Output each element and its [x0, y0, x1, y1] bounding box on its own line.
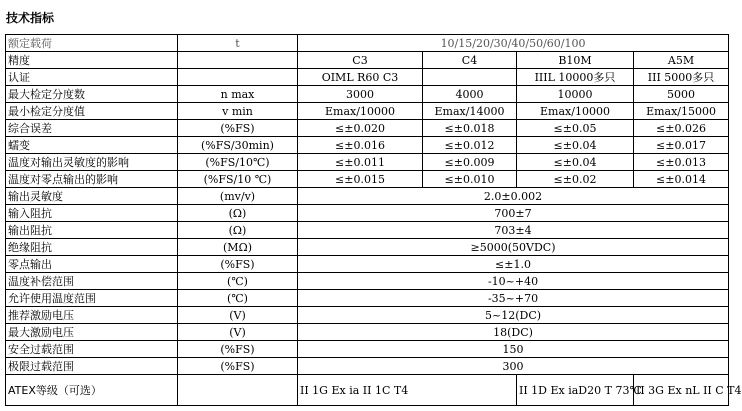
table-row	[6, 69, 729, 86]
row-value: ≤±0.017	[634, 137, 729, 154]
row-value: 2.0±0.002	[298, 188, 729, 205]
row-value: Emax/10000	[517, 103, 634, 120]
row-label: 蠕变	[6, 137, 178, 154]
row-value: II 3G Ex nL II C T4	[634, 375, 729, 406]
row-value: A5M	[634, 52, 729, 69]
row-value: ≤±0.014	[634, 171, 729, 188]
table-row	[6, 358, 729, 375]
row-value: II 1G Ex ia II 1C T4	[298, 375, 517, 406]
row-value: III 5000多只	[634, 69, 729, 86]
row-value: II 1D Ex iaD20 T 73℃	[517, 375, 634, 406]
row-value: ≤±0.016	[298, 137, 423, 154]
row-label: 零点输出	[6, 256, 178, 273]
table-row	[6, 120, 729, 137]
table-row	[6, 205, 729, 222]
row-value: 10/15/20/30/40/50/60/100	[298, 35, 729, 52]
row-label: 极限过载范围	[6, 358, 178, 375]
row-unit: (%FS)	[178, 341, 298, 358]
row-label: 输入阻抗	[6, 205, 178, 222]
row-label: 温度对零点输出的影响	[6, 171, 178, 188]
row-value: 4000	[423, 86, 517, 103]
row-unit: (V)	[178, 324, 298, 341]
table-row	[6, 35, 729, 52]
row-unit	[178, 52, 298, 69]
table-row	[6, 307, 729, 324]
row-label: 绝缘阻抗	[6, 239, 178, 256]
row-value: ≤±0.013	[634, 154, 729, 171]
row-value: -10~+40	[298, 273, 729, 290]
row-value: 5~12(DC)	[298, 307, 729, 324]
row-unit: (V)	[178, 307, 298, 324]
row-value: ≤±0.012	[423, 137, 517, 154]
row-value: IIIL 10000多只	[517, 69, 634, 86]
row-unit: (Ω)	[178, 205, 298, 222]
row-unit: (MΩ)	[178, 239, 298, 256]
table-row	[6, 188, 729, 205]
row-unit: t	[178, 35, 298, 52]
row-value: 300	[298, 358, 729, 375]
table-row	[6, 290, 729, 307]
table-row	[6, 171, 729, 188]
row-label: 精度	[6, 52, 178, 69]
row-value: ≤±0.02	[517, 171, 634, 188]
row-value: OIML R60 C3	[298, 69, 423, 86]
row-value: ≤±0.018	[423, 120, 517, 137]
row-value: 703±4	[298, 222, 729, 239]
table-row	[6, 375, 729, 406]
row-value: 10000	[517, 86, 634, 103]
table-row	[6, 273, 729, 290]
row-unit	[178, 69, 298, 86]
row-value: 150	[298, 341, 729, 358]
row-value: 3000	[298, 86, 423, 103]
row-value: ≤±0.05	[517, 120, 634, 137]
row-value: ≤±0.010	[423, 171, 517, 188]
row-unit: (%FS)	[178, 358, 298, 375]
row-value: ≤±0.009	[423, 154, 517, 171]
row-value: ≤±0.04	[517, 137, 634, 154]
row-value: 5000	[634, 86, 729, 103]
row-unit: v min	[178, 103, 298, 120]
row-value: ≤±0.015	[298, 171, 423, 188]
row-unit: (mv/v)	[178, 188, 298, 205]
table-row	[6, 222, 729, 239]
row-label: 温度补偿范围	[6, 273, 178, 290]
row-label: 额定载荷	[6, 35, 178, 52]
row-label: 安全过载范围	[6, 341, 178, 358]
row-value: ≤±1.0	[298, 256, 729, 273]
row-value: ≤±0.011	[298, 154, 423, 171]
row-label: 温度对输出灵敏度的影响	[6, 154, 178, 171]
table-row	[6, 137, 729, 154]
row-label: 最小检定分度值	[6, 103, 178, 120]
row-value: C3	[298, 52, 423, 69]
row-unit: (%FS)	[178, 120, 298, 137]
row-value: ≥5000(50VDC)	[298, 239, 729, 256]
row-unit: (Ω)	[178, 222, 298, 239]
row-value: Emax/15000	[634, 103, 729, 120]
row-value: ≤±0.026	[634, 120, 729, 137]
row-value: 700±7	[298, 205, 729, 222]
row-value: 18(DC)	[298, 324, 729, 341]
row-unit: n max	[178, 86, 298, 103]
row-unit: (%FS/10℃)	[178, 154, 298, 171]
row-unit: (%FS)	[178, 256, 298, 273]
row-value: C4	[423, 52, 517, 69]
table-row	[6, 154, 729, 171]
row-label: 推荐激励电压	[6, 307, 178, 324]
row-label: 综合误差	[6, 120, 178, 137]
row-value: ≤±0.04	[517, 154, 634, 171]
table-row	[6, 52, 729, 69]
row-value: Emax/14000	[423, 103, 517, 120]
row-unit: (℃)	[178, 273, 298, 290]
row-label: 输出阻抗	[6, 222, 178, 239]
page-title: 技术指标	[6, 11, 55, 25]
spec-table	[5, 34, 742, 406]
row-unit: (℃)	[178, 290, 298, 307]
table-row	[6, 256, 729, 273]
row-value	[423, 69, 517, 86]
table-row	[6, 341, 729, 358]
row-label: 输出灵敏度	[6, 188, 178, 205]
row-label: 认证	[6, 69, 178, 86]
row-value: -35~+70	[298, 290, 729, 307]
row-label: 最大检定分度数	[6, 86, 178, 103]
row-label: 允许使用温度范围	[6, 290, 178, 307]
row-value: ≤±0.020	[298, 120, 423, 137]
table-row	[6, 239, 729, 256]
row-value: B10M	[517, 52, 634, 69]
table-row	[6, 103, 729, 120]
row-label: ATEX等级（可选）	[6, 375, 178, 406]
row-unit: (%FS/30min)	[178, 137, 298, 154]
row-label: 最大激励电压	[6, 324, 178, 341]
table-row	[6, 324, 729, 341]
row-unit: (%FS/10 ℃)	[178, 171, 298, 188]
table-row	[6, 86, 729, 103]
row-unit	[178, 375, 298, 406]
row-value: Emax/10000	[298, 103, 423, 120]
